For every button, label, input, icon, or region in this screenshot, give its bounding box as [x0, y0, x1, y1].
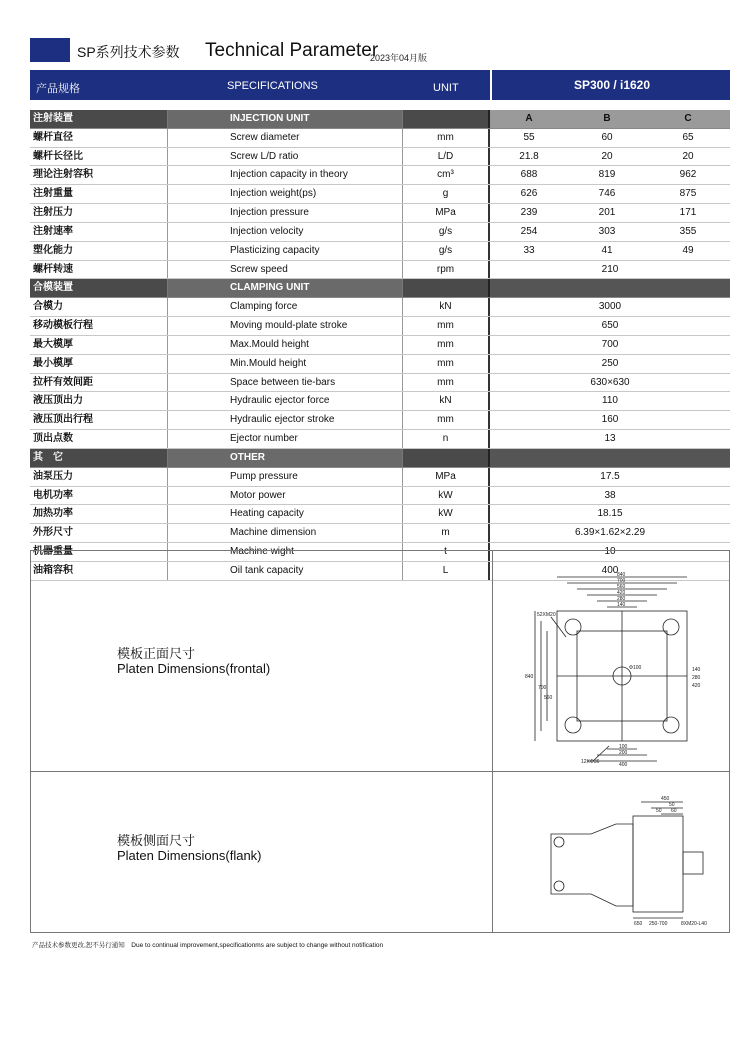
param-value: 688: [520, 169, 538, 181]
param-en: Screw L/D ratio: [168, 148, 403, 166]
param-cn: 油箱容积: [30, 562, 168, 580]
param-value: 20: [601, 150, 613, 162]
dim-left-2: 560: [544, 695, 553, 701]
param-unit: g: [403, 185, 490, 203]
page-title: Technical Parameter: [205, 40, 379, 61]
brand-bar: [30, 38, 70, 62]
param-unit: mm: [403, 317, 490, 335]
frontal-label-cn: 模板正面尺寸: [117, 646, 196, 661]
param-cn: 注射压力: [30, 204, 168, 222]
dim-bottom-1: 200: [619, 750, 628, 756]
param-unit: kN: [403, 392, 490, 410]
param-value: 171: [679, 207, 697, 219]
param-en: Machine dimension: [168, 524, 403, 542]
param-unit: L/D: [403, 148, 490, 166]
param-unit: mm: [403, 336, 490, 354]
section-unit: [403, 279, 490, 297]
param-cn: 合模力: [30, 298, 168, 316]
section-fill: [490, 449, 730, 467]
dim-right-1: 280: [692, 675, 701, 681]
table-row: [30, 487, 730, 506]
section-unit: [403, 110, 490, 128]
header-model: SP300 / i1620: [490, 70, 732, 100]
param-cn: 螺杆长径比: [30, 148, 168, 166]
param-en: Hydraulic ejector stroke: [168, 411, 403, 429]
dim-top-1: 700: [617, 578, 626, 584]
param-unit: kN: [403, 298, 490, 316]
table-row: [30, 430, 730, 449]
section-col: C: [646, 110, 730, 128]
param-en: Injection weight(ps): [168, 185, 403, 203]
table-row: [30, 392, 730, 411]
toggle-linkage: [551, 824, 633, 906]
table-row: [30, 505, 730, 524]
param-en: Plasticizing capacity: [168, 242, 403, 260]
param-en: Ejector number: [168, 430, 403, 448]
section-cn: 合模装置: [30, 279, 168, 297]
param-value: 303: [598, 225, 616, 237]
param-cn: 注射重量: [30, 185, 168, 203]
param-value: 650: [601, 320, 619, 332]
param-value: 400: [601, 564, 619, 576]
param-en: Max.Mould height: [168, 336, 403, 354]
table-row: [30, 148, 730, 167]
section-col: B: [568, 110, 646, 128]
dim-bottom-0: 100: [619, 744, 628, 750]
section-cn: 注射装置: [30, 110, 168, 128]
param-value: 700: [601, 338, 619, 350]
param-cn: 拉杆有效间距: [30, 374, 168, 392]
param-en: Injection velocity: [168, 223, 403, 241]
table-row: [30, 336, 730, 355]
param-value: 60: [601, 131, 613, 143]
footer-note: 产品技术参数更改,恕不另行通知 Due to continual improvement,specificationms are subject to change without notification: [32, 942, 384, 949]
param-cn: 液压顶出行程: [30, 411, 168, 429]
edition-date: 2023年04月版: [370, 53, 428, 63]
section-en: CLAMPING UNIT: [168, 279, 403, 297]
param-value: 110: [602, 395, 618, 407]
frontal-label-en: Platen Dimensions(frontal): [117, 661, 271, 676]
note-center: Φ100: [629, 665, 642, 671]
param-value: 254: [520, 225, 538, 237]
param-value: 160: [601, 414, 619, 426]
param-en: Moving mould-plate stroke: [168, 317, 403, 335]
dim-left-1: 700: [538, 685, 547, 691]
table-row: [30, 374, 730, 393]
param-cn: 塑化能力: [30, 242, 168, 260]
param-cn: 螺杆转速: [30, 261, 168, 279]
param-en: Injection pressure: [168, 204, 403, 222]
param-cn: 理论注射容积: [30, 166, 168, 184]
param-unit: g/s: [403, 223, 490, 241]
platen-frontal-drawing: [521, 571, 721, 771]
platen-frontal-panel: [30, 550, 730, 772]
flank-dim-bottom-1: 250-700: [649, 921, 668, 927]
param-value: 250: [601, 357, 619, 369]
param-value: 239: [520, 207, 538, 219]
param-value: 962: [679, 169, 697, 181]
table-row: [30, 223, 730, 242]
param-value: 17.5: [600, 470, 620, 482]
dim-bottom-2: 400: [619, 762, 628, 768]
series-title: SP系列技术参数: [77, 44, 180, 60]
param-unit: mm: [403, 374, 490, 392]
param-cn: 电机功率: [30, 487, 168, 505]
param-en: Injection capacity in theory: [168, 166, 403, 184]
param-value: 18.15: [597, 508, 623, 520]
param-value: 65: [682, 131, 694, 143]
param-value: 10: [604, 546, 616, 558]
table-header: [30, 70, 730, 100]
param-unit: t: [403, 543, 490, 561]
param-en: Hydraulic ejector force: [168, 392, 403, 410]
param-value: 49: [682, 244, 694, 256]
param-unit: mm: [403, 129, 490, 147]
flank-label-cn: 模板侧面尺寸: [117, 833, 196, 848]
param-value: 210: [601, 263, 619, 275]
note-thread: 52XM20: [537, 612, 556, 618]
param-en: Space between tie-bars: [168, 374, 403, 392]
param-unit: MPa: [403, 204, 490, 222]
param-cn: 外形尺寸: [30, 524, 168, 542]
table-row: [30, 242, 730, 261]
param-unit: rpm: [403, 261, 490, 279]
param-cn: 最大模厚: [30, 336, 168, 354]
note-hole: 12XΦ36: [581, 759, 600, 765]
param-value: 21.8: [519, 150, 539, 162]
param-en: Machine wight: [168, 543, 403, 561]
table-row: [30, 317, 730, 336]
param-value: 355: [679, 225, 697, 237]
param-value: 41: [601, 244, 613, 256]
param-value: 3000: [598, 301, 622, 313]
param-en: Clamping force: [168, 298, 403, 316]
header-unit: UNIT: [433, 82, 459, 94]
table-row: [30, 261, 730, 280]
flank-dim-top-0: 450: [661, 796, 670, 802]
param-unit: kW: [403, 487, 490, 505]
dim-top-3: 420: [617, 590, 626, 596]
platen-flank-panel: [30, 771, 730, 933]
section-injection: [30, 110, 730, 129]
param-en: Pump pressure: [168, 468, 403, 486]
section-en: OTHER: [168, 449, 403, 467]
panel-divider: [492, 551, 493, 771]
param-cn: 油泵压力: [30, 468, 168, 486]
table-row: [30, 411, 730, 430]
param-cn: 最小模厚: [30, 355, 168, 373]
dim-top-5: 140: [617, 602, 626, 608]
dim-right-0: 140: [692, 667, 701, 673]
param-value: 626: [520, 188, 538, 200]
table-row: [30, 468, 730, 487]
param-cn: 液压顶出力: [30, 392, 168, 410]
table-row: [30, 524, 730, 543]
param-unit: mm: [403, 355, 490, 373]
tie-bar-hole-tr: [663, 619, 679, 635]
flank-dim-top-3: 60: [671, 808, 677, 814]
param-unit: kW: [403, 505, 490, 523]
param-value: 819: [598, 169, 616, 181]
param-value: 55: [523, 131, 535, 143]
frontal-dim-labels: [525, 572, 701, 768]
flank-dim-bottom-2: 8XM20-L40: [681, 921, 707, 927]
flank-dim-top-2: 50: [656, 808, 662, 814]
dim-right-2: 420: [692, 683, 701, 689]
table-row: [30, 355, 730, 374]
tie-bar-hole-tl: [565, 619, 581, 635]
param-en: Motor power: [168, 487, 403, 505]
section-unit: [403, 449, 490, 467]
param-unit: MPa: [403, 468, 490, 486]
section-col: A: [490, 110, 568, 128]
param-unit: m: [403, 524, 490, 542]
section-en: INJECTION UNIT: [168, 110, 403, 128]
param-unit: g/s: [403, 242, 490, 260]
flank-dim-bottom-0: 650: [634, 921, 643, 927]
param-cn: 注射速率: [30, 223, 168, 241]
param-value: 6.39×1.62×2.29: [574, 527, 646, 539]
param-unit: L: [403, 562, 490, 580]
table-row: [30, 166, 730, 185]
param-en: Heating capacity: [168, 505, 403, 523]
param-value: 630×630: [590, 376, 630, 388]
header-cn: 产品规格: [36, 83, 80, 95]
param-cn: 移动模板行程: [30, 317, 168, 335]
table-row: [30, 129, 730, 148]
section-other: [30, 449, 730, 468]
param-value: 38: [604, 489, 616, 501]
param-en: Min.Mould height: [168, 355, 403, 373]
param-cn: 机器重量: [30, 543, 168, 561]
section-fill: [490, 279, 730, 297]
param-unit: n: [403, 430, 490, 448]
section-cn: 其 它: [30, 449, 168, 467]
param-en: Screw diameter: [168, 129, 403, 147]
param-en: Oil tank capacity: [168, 562, 403, 580]
param-unit: mm: [403, 411, 490, 429]
section-clamping: [30, 279, 730, 298]
param-cn: 加热功率: [30, 505, 168, 523]
header-spec: SPECIFICATIONS: [227, 80, 318, 92]
table-row: [30, 298, 730, 317]
dim-top-4: 280: [617, 596, 626, 602]
flank-label-en: Platen Dimensions(flank): [117, 848, 262, 863]
dim-top-0: 840: [617, 572, 626, 578]
spec-table: [30, 110, 730, 581]
dim-top-2: 560: [617, 584, 626, 590]
param-value: 201: [598, 207, 616, 219]
param-value: 13: [604, 433, 616, 445]
param-cn: 顶出点数: [30, 430, 168, 448]
param-en: Screw speed: [168, 261, 403, 279]
table-row: [30, 204, 730, 223]
platen-flank-drawing: [521, 794, 721, 929]
table-row: [30, 185, 730, 204]
panel-divider-2: [492, 772, 493, 932]
param-value: 746: [598, 188, 616, 200]
param-unit: cm³: [403, 166, 490, 184]
tie-bar-hole-br: [663, 717, 679, 733]
tie-bar-hole-bl: [565, 717, 581, 733]
param-value: 20: [682, 150, 694, 162]
dim-left-0: 840: [525, 674, 534, 680]
param-cn: 螺杆直径: [30, 129, 168, 147]
platen-side: [633, 816, 683, 912]
flank-dim-top-1: 50: [669, 802, 675, 808]
param-value: 33: [523, 244, 535, 256]
param-value: 875: [679, 188, 697, 200]
